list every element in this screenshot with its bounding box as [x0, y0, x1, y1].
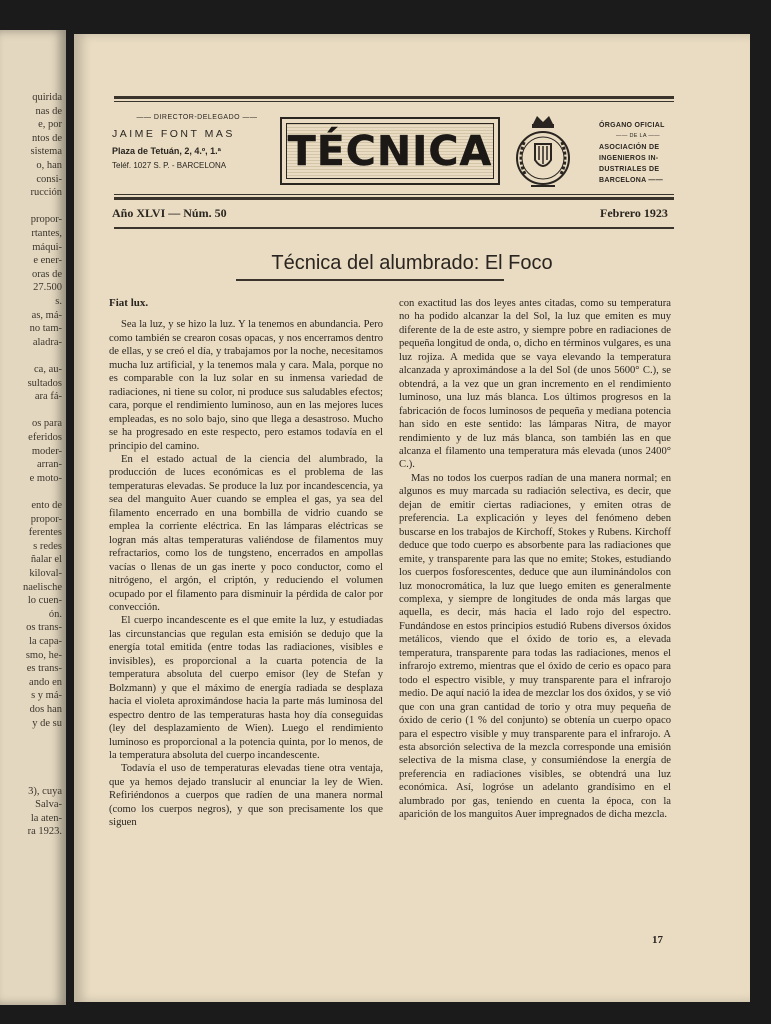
- prev-page-line: Salva-: [35, 799, 62, 811]
- paragraph: El cuerpo incandescente es el que emite la luz, y estudiadas las circunstancias que regulan esta emisión se dedujo que la energía total emitida (entre todas las radiaciones, visibles e invisibles), es proporcional a la cuarta potencia de la temperatura absoluta del cuerpo emisor (ley de Stefan y Bolzmann) y que el máximo de energía radiada se desplaza hacia el violeta aproximándose hacia la parte más luminosa del espectro dentro de las temperaturas hasta hoy día conseguidas (ley del desplazamiento de Wien). Luego el rendimiento luminoso es proporcional a la potencia quinta, por lo menos, de la temperatura absoluta del cuerpo incandescente.: [109, 615, 383, 761]
- paragraph: Todavía el uso de temperaturas elevadas tiene otra ventaja, que ya hemos dejado translucir al enunciar la ley de Wien. Refiriéndonos a cuerpos que radíen de una manera normal (como los cuerpos negros), y que son precisamente los que siguen: [109, 763, 383, 829]
- article-title: Técnica del alumbrado: El Foco: [271, 252, 553, 274]
- masthead-organ-block: [599, 120, 677, 186]
- prev-page-line: no tam-: [29, 323, 62, 335]
- prev-page-line: la capa-: [29, 636, 62, 647]
- page-number: 17: [652, 934, 663, 946]
- organ-line-4: INGENIEROS IN-: [599, 155, 659, 162]
- organ-line-1: ÓRGANO OFICIAL: [599, 122, 665, 129]
- prev-page-line: y de su: [32, 717, 62, 729]
- paragraph: Sea la luz, y se hizo la luz. Y la tenemos en abundancia. Pero como también se crearon cosas opacas, y nos encerramos dentro de ellas, y se creó el día, y trabajamos por la noche, necesitamos mucha luz artificial, y la tenemos mala y cara. Mala, porque no es comparable con la luz solar en su inmensa variedad de radiaciones, ni tiene su color, ni produce sus saludables efectos; cara, porque el rendimiento luminoso, aun en las mejores luces empleadas, es no solo bajo, sino que llega a desastroso. Mucho se ha progresado en este respecto, pero estamos todavía en el principio del camino.: [109, 319, 383, 452]
- prev-page-line: ferentes: [28, 527, 62, 539]
- paragraph: Mas no todos los cuerpos radían de una manera normal; en algunos es muy marcada su radiación selectiva, es decir, que dejan de emitir ciertas radiaciones, y emiten otras de preferencia. La explicación y leyes del fenómeno deben buscarse en los trabajos de Kirchoff, Stokes y Rubens. Kirchoff deduce que todo cuerpo es absorbente para las radiaciones que emite, y transparente para las que no emite; Stokes, estudiando los cuerpos fosforescentes, deduce que aun iluminándolos con luz monocromática, la luz que luego emiten es generalmente complexa, y siempre de longitudes de onda más largas que aquella, es decir, más hacia el lado rojo del espectro. Fundándose en estos principios estudió Rubens diversos óxidos metálicos, viendo que el óxido de torio es, a elevada temperatura, transparente para todas las radiaciones, menos el infrarojo extremo, mientras que el óxido de cerio es opaco para todo el espectro visible, y muy transparente para el infrarojo medio. De aquí nació la idea de mezclar los dos óxidos, y se vió que con una gran cantidad de torio y otra muy pequeña de óxido de cerio (1 % del conjunto) se obtenía un cuerpo opaco para el espectro visible y muy transparente para el infrarojo. A esta absorción selectiva de la mezcla corresponde una emisión selectiva de la misma clase, y consumiéndose la energía de preferencia en radiaciones visibles, se obtendrá una luz económica. Así, logróse un adelanto grandísimo en el alumbrado por gas, teniendo en cuenta la época, con la aparición de los manguitos Auer impregnados de dicha mezcla.: [399, 472, 671, 821]
- prev-page-line: sistema: [30, 146, 62, 158]
- prev-page-line: s.: [55, 296, 62, 307]
- page: [74, 34, 750, 1002]
- article-column-right: [399, 297, 671, 822]
- article-subhead: Fiat lux.: [109, 297, 149, 309]
- mid-rule: [114, 197, 674, 200]
- prev-page-line: nas de: [35, 105, 62, 117]
- prev-page-line: os trans-: [26, 622, 62, 634]
- prev-page-line: e ener-: [33, 255, 62, 267]
- prev-page-line: e, por: [38, 119, 62, 131]
- previous-page-edge: [0, 30, 66, 1005]
- prev-page-line: ón.: [48, 608, 62, 620]
- prev-page-line: eferidos: [28, 432, 62, 443]
- masthead-director-block: [112, 114, 282, 170]
- address: Plaza de Tetuán, 2, 4.º, 1.ª: [112, 146, 221, 156]
- director-label: —— DIRECTOR-DELEGADO ——: [136, 114, 258, 121]
- prev-page-line: arran-: [36, 459, 62, 471]
- association-emblem-icon: [511, 110, 575, 194]
- prev-page-line: sultados: [27, 377, 62, 389]
- prev-page-line: rtantes,: [31, 228, 62, 239]
- prev-page-line: ca, au-: [34, 364, 62, 375]
- prev-page-line: ando en: [29, 676, 62, 688]
- title-underline: [236, 279, 504, 281]
- prev-page-line: dos han: [29, 704, 62, 715]
- prev-page-line: quirida: [32, 92, 62, 103]
- prev-page-line: os para: [31, 418, 62, 430]
- director-name: JAIME FONT MAS: [112, 128, 235, 140]
- paragraph: En el estado actual de la ciencia del alumbrado, la producción de luces económicas es el problema de las temperaturas elevadas. Se produce la luz por incandescencia, ya sea del manguito Auer cuando se emplea el gas, ya sea del filamento encerrado en una bombilla de vidrio cuando se emplea la corriente eléctrica. En las lámparas eléctricas se logran más altas temperaturas valiéndose de filamentos muy refractarios, como los de tungsteno, encerrados en ampollas vacías o llenas de un gas inerte y poco conductor, como el nitrógeno, el argón, el criptón, y reduciendo el volumen ocupado por el filamento para disminuir la pérdida de calor por convección.: [109, 453, 383, 613]
- prev-page-line: ra 1923.: [27, 826, 62, 838]
- prev-page-line: máqui-: [32, 241, 62, 253]
- prev-page-line: naelische: [22, 581, 62, 593]
- issue-number: Año XLVI — Núm. 50: [112, 206, 227, 220]
- prev-page-line: ntos de: [31, 132, 62, 144]
- prev-page-line: s redes: [33, 540, 62, 552]
- prev-page-line: smo, he-: [25, 649, 62, 661]
- phone: Teléf. 1027 S. P. - BARCELONA: [112, 161, 227, 170]
- prev-page-line: aladra-: [32, 336, 62, 348]
- prev-page-line: rucción: [30, 187, 62, 199]
- prev-page-line: 3), cuya: [28, 785, 62, 797]
- top-rule: [114, 96, 674, 99]
- paragraph: con exactitud las dos leyes antes citadas, como su temperatura no ha podido alcanzar la del Sol, la luz que emiten es muy diferente de la de este astro, y siempre pobre en radiaciones de pequeña longitud de onda, o, dicho en términos vulgares, es una luz rojiza. A medida que se vaya elevando la temperatura alcanzada y aproximándose a la del Sol (de unos 5600° C.), se obtendrá, a la vez que un gran incremento en el rendimiento luminoso, una luz más blanca. Los últimos progresos en la fabricación de focos luminosos de pequeña y mediana potencia han sido en este sentido: las lámparas Nitra, de mayor rendimiento y de luz más blanca, son también las en que alcanza el filamento una temperatura más elevada (unos 2400° C.).: [399, 298, 671, 471]
- prev-page-line: consi-: [36, 173, 62, 185]
- article-column-left: [109, 297, 383, 830]
- prev-page-line: propor-: [30, 513, 62, 525]
- prev-page-line: kiloval-: [29, 568, 62, 579]
- organ-line-5: DUSTRIALES DE: [599, 166, 660, 173]
- journal-logo-text: TÉCNICA: [287, 127, 493, 175]
- prev-page-line: lo cuen-: [27, 595, 62, 607]
- header-bottom-rule: [114, 227, 674, 229]
- organ-line-6: BARCELONA ——: [599, 177, 664, 184]
- organ-line-3: ASOCIACIÓN DE: [599, 144, 660, 151]
- prev-page-line: s y má-: [31, 690, 62, 702]
- top-rule-thin: [114, 101, 674, 102]
- prev-page-line: propor-: [30, 214, 62, 226]
- prev-page-line: as, má-: [31, 309, 62, 321]
- prev-page-line: 27.500: [33, 282, 62, 294]
- prev-page-line: moder-: [31, 445, 62, 457]
- prev-page-line: o, han: [36, 160, 62, 171]
- mid-rule-thin: [114, 194, 674, 195]
- organ-line-2: —— DE LA ——: [616, 133, 660, 139]
- prev-page-line: es trans-: [26, 663, 62, 675]
- prev-page-line: ñalar el: [30, 554, 62, 566]
- prev-page-line: oras de: [31, 268, 62, 280]
- prev-page-line: ento de: [31, 500, 62, 511]
- prev-page-line: ara fá-: [34, 391, 62, 403]
- prev-page-line: e moto-: [29, 472, 62, 484]
- journal-logo: [280, 117, 500, 185]
- issue-date: Febrero 1923: [600, 206, 668, 220]
- prev-page-line: la aten-: [30, 812, 62, 824]
